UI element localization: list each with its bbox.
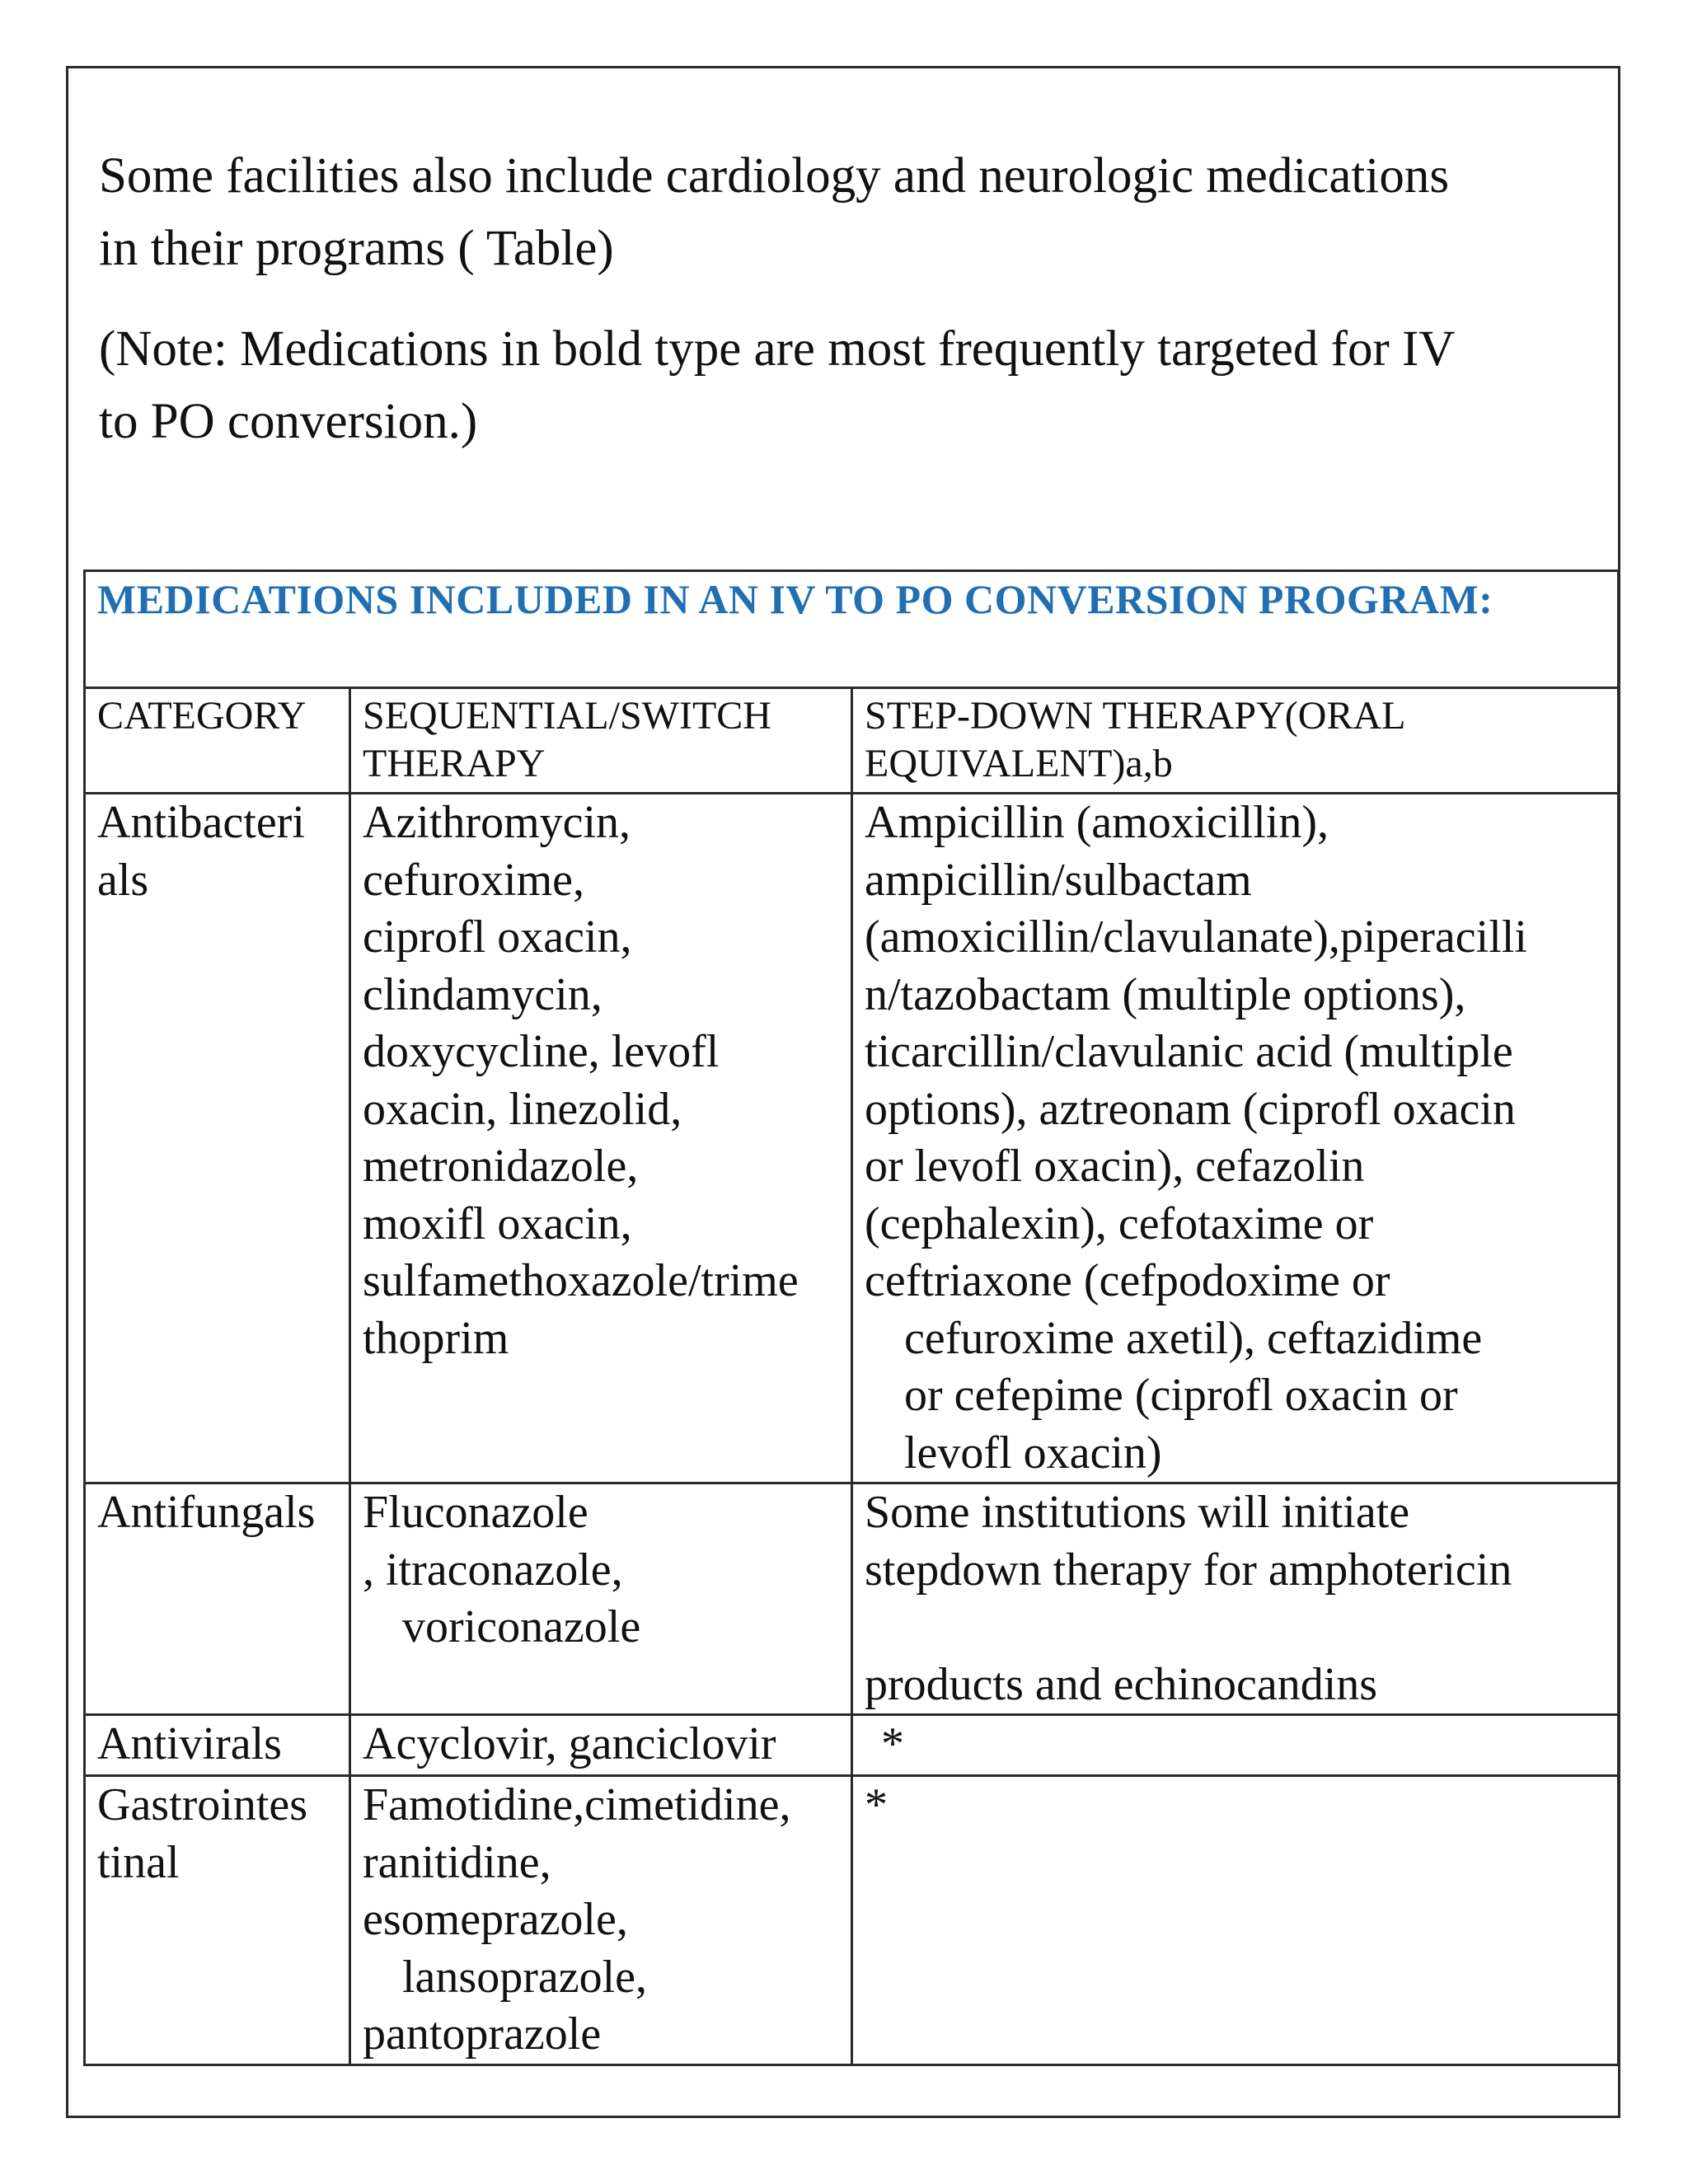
note-line: (Note: Medications in bold type are most frequently targeted for IV [99,321,1456,377]
header-text: STEP-DOWN THERAPY(ORAL [865,694,1406,738]
category-cell [85,1483,350,1715]
medications-table [83,569,1620,2066]
header-category [85,688,350,794]
cell-line: (amoxicillin/clavulanate),piperacilli [865,912,1527,963]
sequential-cell [350,1715,852,1776]
cell-line: Some institutions will initiate [865,1487,1410,1538]
table-row [85,1776,1619,2065]
cell-line: , itraconazole, [363,1544,623,1596]
intro-line: Some facilities also include cardiology and neurologic medications [99,148,1450,204]
cell-line: Famotidine,cimetidine, [363,1779,791,1830]
cell-line: Antivirals [97,1718,282,1769]
category-cell [85,1715,350,1776]
cell-line: lansoprazole, [402,1951,647,2003]
stepdown-cell [852,794,1619,1483]
cell-line: stepdown therapy for amphotericin [865,1544,1512,1596]
header-text: SEQUENTIAL/SWITCH [363,694,771,738]
cell-line: Antifungals [97,1487,316,1538]
cell-line: oxacin, linezolid, [363,1083,682,1135]
cell-line: or cefepime (ciprofl oxacin or [904,1370,1458,1421]
stepdown-cell [852,1483,1619,1715]
note-paragraph [99,313,1599,458]
stepdown-cell [852,1776,1619,2065]
cell-line: ranitidine, [363,1836,551,1888]
table-row [85,1715,1619,1776]
cell-line: voriconazole [402,1601,641,1652]
cell-line: ciprofl oxacin, [363,912,632,963]
cell-line: pantoprazole [363,2008,602,2060]
cell-line: cefuroxime, [363,854,584,906]
header-text: CATEGORY [97,694,307,738]
table-header-row [85,688,1619,794]
cell-line: sulfamethoxazole/trime [363,1255,799,1306]
cell-line: levofl oxacin) [904,1427,1162,1479]
cell-line: tinal [97,1836,180,1888]
table-row [85,794,1619,1483]
cell-line: als [97,854,149,906]
cell-line: thoprim [363,1312,509,1364]
intro-line: in their programs ( Table) [99,221,614,276]
cell-line: * [881,1718,904,1769]
cell-line: Acyclovir, ganciclovir [363,1718,776,1769]
cell-line: or levofl oxacin), cefazolin [865,1141,1365,1192]
intro-text [99,140,1599,458]
sequential-cell [350,1776,852,2065]
cell-line: clindamycin, [363,968,603,1020]
header-stepdown [852,688,1619,794]
note-line: to PO conversion.) [99,394,478,449]
cell-line: Fluconazole [363,1487,588,1538]
cell-line: metronidazole, [363,1141,639,1192]
category-cell [85,1776,350,2065]
table-title: MEDICATIONS INCLUDED IN AN IV TO PO CONVERSION PROGRAM: [85,571,1619,688]
cell-line: ticarcillin/clavulanic acid (multiple [865,1026,1513,1077]
cell-line: Gastrointes [97,1779,308,1830]
cell-line: * [865,1779,888,1830]
cell-line: ceftriaxone (cefpodoxime or [865,1255,1390,1306]
header-sequential [350,688,852,794]
cell-line: products and echinocandins [865,1658,1378,1710]
cell-line: options), aztreonam (ciprofl oxacin [865,1083,1516,1135]
sequential-cell [350,1483,852,1715]
table-title-row [85,571,1619,688]
cell-line: (cephalexin), cefotaxime or [865,1197,1374,1249]
cell-line: Azithromycin, [363,797,631,848]
sequential-cell [350,794,852,1483]
intro-paragraph [99,140,1599,285]
cell-line: esomeprazole, [363,1894,628,1945]
stepdown-cell [852,1715,1619,1776]
cell-line: doxycycline, levofl [363,1026,720,1077]
table-row [85,1483,1619,1715]
cell-line: cefuroxime axetil), ceftazidime [904,1312,1483,1364]
cell-line: n/tazobactam (multiple options), [865,968,1466,1020]
category-cell [85,794,350,1483]
header-text: EQUIVALENT)a,b [865,742,1173,785]
cell-line: Antibacteri [97,797,305,848]
cell-line: moxifl oxacin, [363,1197,632,1249]
cell-line: ampicillin/sulbactam [865,854,1252,906]
cell-gap [865,1599,1606,1657]
cell-line: Ampicillin (amoxicillin), [865,797,1329,848]
header-text: THERAPY [363,742,546,785]
